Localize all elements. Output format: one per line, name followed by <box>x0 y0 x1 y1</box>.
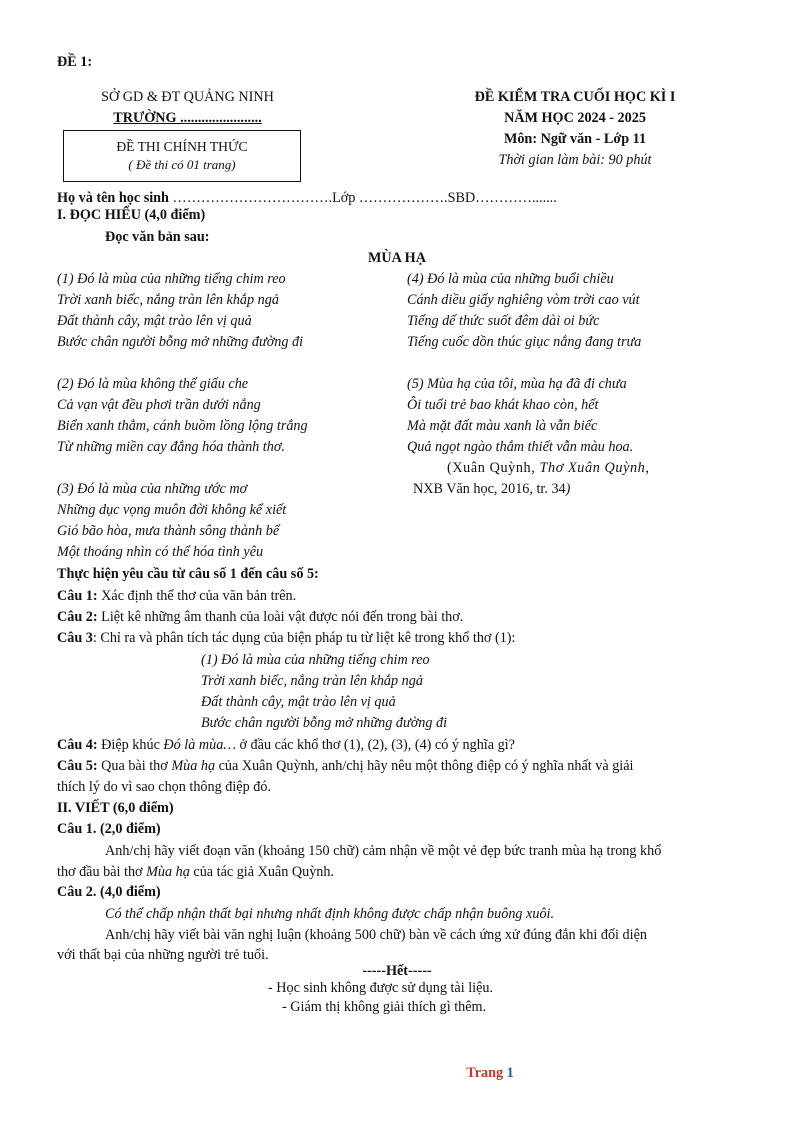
poem-line: Mà mặt đất màu xanh là vẫn biếc <box>407 418 598 434</box>
exam-label: ĐỀ 1: <box>57 54 93 70</box>
poem-left-column <box>57 269 308 563</box>
department-name: SỞ GD & ĐT QUẢNG NINH <box>101 89 274 105</box>
poem-line: Trời xanh biếc, nắng tràn lên khắp ngả <box>57 292 279 308</box>
poem-line: Cánh diều giấy nghiêng vòm trời cao vút <box>407 292 640 308</box>
source-author: (Xuân Quỳnh, <box>447 460 540 476</box>
student-info-fields: …………………………….Lớp ……………….SBD…………....... <box>168 190 557 206</box>
source-comma: , <box>645 460 650 476</box>
writing-question-1-line1: Anh/chị hãy viết đoạn văn (khoảng 150 chữ) cảm nhận về một vẻ đẹp bức tranh mùa hạ trong khổ <box>105 843 662 859</box>
question-1-text: Xác định thể thơ của văn bản trên. <box>97 588 297 604</box>
stanza-gap <box>57 353 308 374</box>
poem-line: Cả vạn vật đều phơi trần dưới nắng <box>57 397 261 413</box>
writing-question-2-heading: Câu 2. (4,0 điểm) <box>57 884 161 900</box>
excerpt-line: Bước chân người bỗng mở những đường đi <box>201 715 448 731</box>
excerpt-line: (1) Đó là mùa của những tiếng chim reo <box>201 652 430 668</box>
poem-title: MÙA HẠ <box>368 250 426 266</box>
writing-question-2-quote: Có thể chấp nhận thất bại nhưng nhất định không được chấp nhận buông xuôi. <box>105 906 555 922</box>
poem-line: (1) Đó là mùa của những tiếng chim reo <box>57 271 286 287</box>
poem-line: Biển xanh thẳm, cánh buồm lồng lộng trắng <box>57 418 308 434</box>
c1-line2-pre: thơ đầu bài thơ <box>57 864 147 880</box>
student-name-label: Họ và tên học sinh <box>57 190 169 206</box>
poem-line: Từ những miền cay đắng hóa thành thơ. <box>57 439 285 455</box>
school-name: TRƯỜNG ....................... <box>113 110 262 126</box>
poem-line: Một thoáng nhìn có thể hóa tình yêu <box>57 544 264 560</box>
question-2-label: Câu 2: <box>57 609 98 625</box>
poem-line: (3) Đó là mùa của những ước mơ <box>57 481 248 497</box>
poem-line: Đất thành cây, mật trào lên vị quả <box>57 313 252 329</box>
page-footer <box>0 1063 794 1084</box>
question-4-label: Câu 4: <box>57 737 98 753</box>
poem-right-column <box>407 269 641 458</box>
questions-heading: Thực hiện yêu cầu từ câu số 1 đến câu số 5: <box>57 566 319 582</box>
question-5-pre: Qua bài thơ <box>97 758 172 774</box>
question-3-label: Câu 3 <box>57 630 93 646</box>
note-no-materials: - Học sinh không được sử dụng tài liệu. <box>268 980 494 996</box>
writing-question-1-line2 <box>57 862 334 883</box>
question-4-pre: Điệp khúc <box>97 737 164 753</box>
question-5 <box>57 756 634 777</box>
source-book: Thơ Xuân Quỳnh <box>539 460 646 476</box>
stanza-gap <box>57 458 308 479</box>
poem-line: (5) Mùa hạ của tôi, mùa hạ đã đi chưa <box>407 376 627 392</box>
excerpt-line: Đất thành cây, mật trào lên vị quả <box>201 694 396 710</box>
question-2 <box>57 607 463 628</box>
poem-source-line1 <box>447 458 650 479</box>
time-limit: Thời gian làm bài: 90 phút <box>498 152 652 168</box>
header-right <box>395 87 755 171</box>
question-3-text: : Chỉ ra và phân tích tác dụng của biện pháp tu từ liệt kê trong khổ thơ (1): <box>92 630 516 646</box>
poem-source-line2 <box>413 479 570 500</box>
section-writing-heading: II. VIẾT (6,0 điểm) <box>57 800 174 816</box>
writing-question-1-heading: Câu 1. (2,0 điểm) <box>57 821 161 837</box>
source-publisher: NXB Văn học, 2016, tr. 34 <box>413 481 566 497</box>
section-reading-heading: I. ĐỌC HIỂU (4,0 điểm) <box>57 207 206 223</box>
end-mark: -----Hết----- <box>362 963 432 979</box>
poem-line: Ôi tuổi trẻ bao khát khao còn, hết <box>407 397 599 413</box>
writing-question-2-line2: với thất bại của những người trẻ tuổi. <box>57 947 269 963</box>
c1-poem-name: Mùa hạ <box>146 864 190 880</box>
question-2-text: Liệt kê những âm thanh của loài vật được nói đến trong bài thơ. <box>97 609 464 625</box>
stanza-gap <box>407 353 641 374</box>
question-5-post: của Xuân Quỳnh, anh/chị hãy nêu một thông điệp có ý nghĩa nhất và giải <box>215 758 634 774</box>
poem-line: Gió bão hòa, mưa thành sông thành bể <box>57 523 280 539</box>
source-close: ) <box>565 481 571 497</box>
official-exam-box <box>63 130 301 182</box>
poem-line: (2) Đó là mùa không thể giấu che <box>57 376 249 392</box>
exam-title: ĐỀ KIỂM TRA CUỐI HỌC KÌ I <box>474 89 676 105</box>
question-1 <box>57 586 296 607</box>
poem-line: Quả ngọt ngào thắm thiết vẫn màu hoa. <box>407 439 634 455</box>
poem-line: Những dục vọng muôn đời không kể xiết <box>57 502 287 518</box>
footer-page-number: 1 <box>506 1065 514 1081</box>
question-4 <box>57 735 515 756</box>
note-no-explanation: - Giám thị không giải thích gì thêm. <box>282 999 487 1015</box>
question-5-label: Câu 5: <box>57 758 98 774</box>
poem-line: Tiếng dế thức suốt đêm dài oi bức <box>407 313 600 329</box>
question-1-label: Câu 1: <box>57 588 98 604</box>
question-5-poem-name: Mùa hạ <box>171 758 216 774</box>
question-4-refrain: Đó là mùa… <box>163 737 236 753</box>
excerpt-line: Trời xanh biếc, nắng tràn lên khắp ngả <box>201 673 423 689</box>
question-3-poem-excerpt <box>201 650 447 734</box>
subject-line: Môn: Ngữ văn - Lớp 11 <box>503 131 647 147</box>
read-instruction: Đọc văn bản sau: <box>105 229 210 245</box>
poem-line: (4) Đó là mùa của những buổi chiều <box>407 271 614 287</box>
footer-page-word: Trang <box>466 1065 507 1081</box>
pages-note: ( Đề thi có 01 trang) <box>128 157 236 172</box>
question-5-line2: thích lý do vì sao chọn thông điệp đó. <box>57 779 271 795</box>
school-year: NĂM HỌC 2024 - 2025 <box>504 110 646 126</box>
c1-line2-post: của tác giả Xuân Quỳnh. <box>189 864 335 880</box>
header-left <box>60 87 315 129</box>
question-4-post: ở đầu các khổ thơ (1), (2), (3), (4) có ý nghĩa gì? <box>235 737 515 753</box>
poem-line: Bước chân người bỗng mở những đường đi <box>57 334 304 350</box>
poem-line: Tiếng cuốc dồn thúc giục nắng đang trưa <box>407 334 642 350</box>
question-3 <box>57 628 515 649</box>
writing-question-2-line1: Anh/chị hãy viết bài văn nghị luận (khoảng 500 chữ) bàn về cách ứng xử đúng đắn khi đối diện <box>105 927 647 943</box>
official-label: ĐỀ THI CHÍNH THỨC <box>116 139 248 154</box>
